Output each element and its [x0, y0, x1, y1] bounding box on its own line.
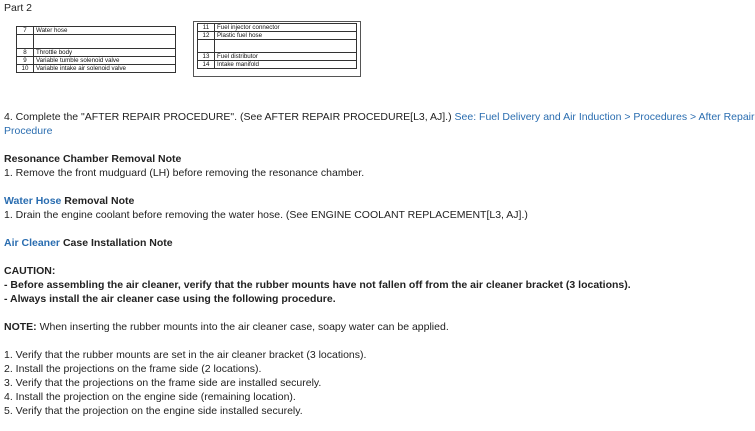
legend-row — [17, 49, 176, 57]
water-hose-heading-rest: Removal Note — [61, 195, 135, 207]
install-step-4: 4. Install the projection on the engine side (remaining location). — [4, 391, 296, 403]
legend-row — [17, 65, 176, 73]
air-cleaner-heading — [4, 237, 173, 250]
legend-label: Variable tumble solenoid valve — [34, 57, 176, 65]
legend-label: Plastic fuel hose — [215, 32, 357, 40]
air-cleaner-heading-rest: Case Installation Note — [60, 237, 173, 249]
legend-num: 14 — [198, 61, 215, 69]
water-hose-heading — [4, 195, 134, 208]
legend-row — [17, 57, 176, 65]
air-cleaner-link[interactable]: Air Cleaner — [4, 237, 61, 249]
note — [4, 321, 449, 334]
legend-label: Intake manifold — [215, 61, 357, 69]
install-step-5: 5. Verify that the projection on the engine side installed securely. — [4, 405, 303, 417]
legend-label: Fuel distributor — [215, 53, 357, 61]
legend-label: Variable intake air solenoid valve — [34, 65, 176, 73]
legend-row — [17, 35, 176, 49]
caution-item-2: - Always install the air cleaner case using the following procedure. — [4, 293, 336, 305]
legend-frame — [193, 21, 361, 77]
fuel-delivery-link-continued[interactable]: Procedure — [4, 125, 53, 137]
water-hose-link[interactable]: Water Hose — [4, 195, 62, 207]
legend-label: Throttle body — [34, 49, 176, 57]
install-step-2: 2. Install the projections on the frame side (2 locations). — [4, 363, 262, 375]
part-title: Part 2 — [4, 2, 33, 14]
install-step-3: 3. Verify that the projections on the frame side are installed securely. — [4, 377, 322, 389]
caution-label: CAUTION: — [4, 265, 56, 277]
step-4 — [4, 111, 755, 124]
resonance-step-1: 1. Remove the front mudguard (LH) before removing the resonance chamber. — [4, 167, 365, 179]
legend-label: Fuel injector connector — [215, 24, 357, 32]
legend-num: 12 — [198, 32, 215, 40]
legend-table-left — [16, 26, 176, 73]
water-hose-step-1: 1. Drain the engine coolant before removing the water hose. (See ENGINE COOLANT REPLACEMENT[L3, AJ].) — [4, 209, 528, 221]
legend-num: 13 — [198, 53, 215, 61]
install-step-1: 1. Verify that the rubber mounts are set in the air cleaner bracket (3 locations). — [4, 349, 367, 361]
legend-num: 11 — [198, 24, 215, 32]
caution-item-1: - Before assembling the air cleaner, verify that the rubber mounts have not fallen off from the air cleaner bracket (3 locations). — [4, 279, 631, 291]
fuel-delivery-link[interactable]: See: Fuel Delivery and Air Induction > Procedures > After Repair — [454, 111, 755, 123]
legend-num — [17, 35, 34, 49]
legend-label: Water hose — [34, 27, 176, 35]
legend-num: 8 — [17, 49, 34, 57]
legend-label — [34, 35, 176, 49]
legend-row — [17, 27, 176, 35]
legend-num: 10 — [17, 65, 34, 73]
note-text: When inserting the rubber mounts into the air cleaner case, soapy water can be applied. — [36, 321, 449, 333]
step-4-text: 4. Complete the "AFTER REPAIR PROCEDURE". (See AFTER REPAIR PROCEDURE[L3, AJ].) — [4, 111, 455, 123]
legend-num: 7 — [17, 27, 34, 35]
legend-num: 9 — [17, 57, 34, 65]
note-label: NOTE: — [4, 321, 37, 333]
resonance-heading: Resonance Chamber Removal Note — [4, 153, 182, 165]
